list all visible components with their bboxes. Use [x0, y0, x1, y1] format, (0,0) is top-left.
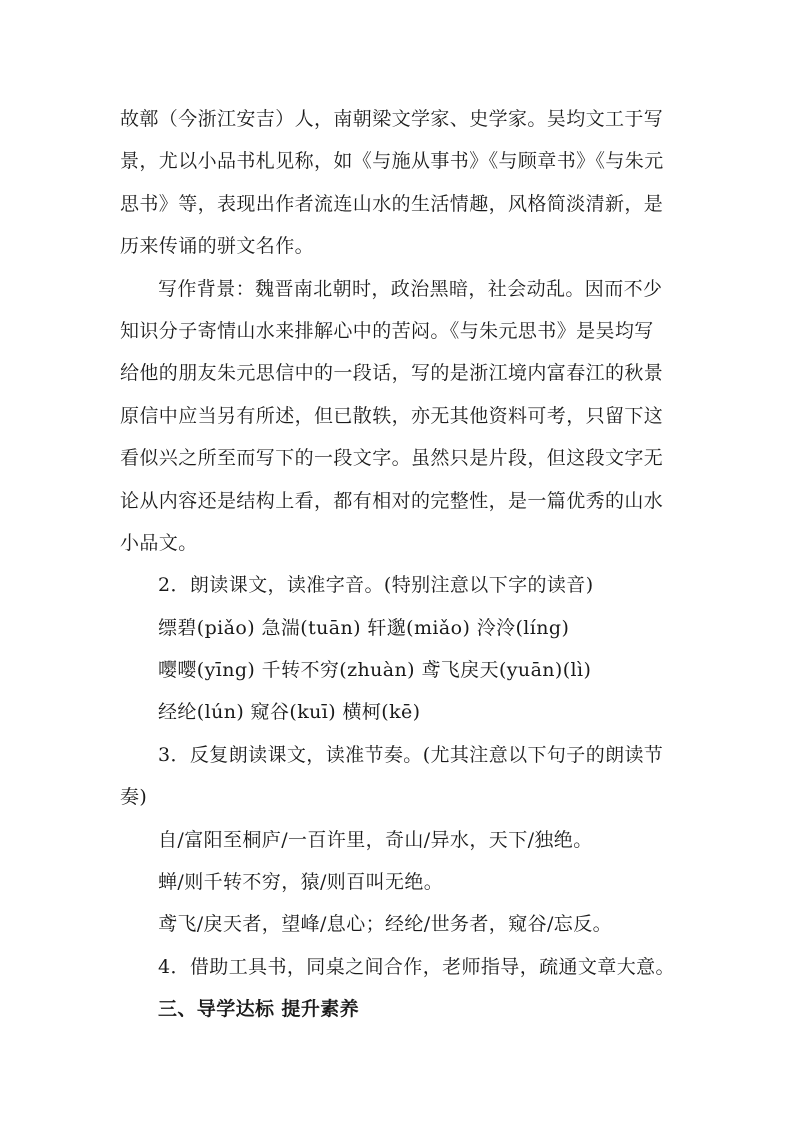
- document-page: [120, 98, 676, 1031]
- background-paragraph-line-6: 论从内容还是结构上看，都有相对的完整性，是一篇优秀的山水: [120, 489, 664, 512]
- task-2-title: 2．朗读课文，读准字音。(特别注意以下字的读音): [158, 574, 594, 597]
- bio-line-4: 历来传诵的骈文名作。: [120, 235, 315, 258]
- background-paragraph-line-4: 原信中应当另有所述，但已散轶，亦无其他资料可考，只留下这: [120, 404, 664, 427]
- rhythm-line-2: 蝉/则千转不穷，猿/则百叫无绝。: [158, 871, 444, 894]
- rhythm-line-1: 自/富阳至桐庐/一百许里，奇山/异水，天下/独绝。: [158, 828, 593, 851]
- pronunciation-line-1: 缥碧(piǎo) 急湍(tuān) 轩邈(miǎo) 泠泠(líng): [158, 616, 570, 639]
- pronunciation-line-3: 经纶(lún) 窥谷(kuī) 横柯(kē): [158, 701, 421, 724]
- task-3-title-cont: 奏): [120, 786, 148, 809]
- rhythm-line-3: 鸢飞/戾天者，望峰/息心；经纶/世务者，窥谷/忘反。: [158, 913, 613, 936]
- task-4-title: 4．借助工具书，同桌之间合作，老师指导，疏通文章大意。: [158, 955, 675, 978]
- background-paragraph-line-3: 给他的朋友朱元思信中的一段话，写的是浙江境内富春江的秋景: [120, 362, 664, 385]
- bio-line-3: 思书》等，表现出作者流连山水的生活情趣，风格简淡清新，是: [120, 192, 664, 215]
- section-3-heading: 三、导学达标 提升素养: [158, 998, 360, 1021]
- background-paragraph-line-2: 知识分子寄情山水来排解心中的苦闷。《与朱元思书》是吴均写: [120, 319, 654, 342]
- background-paragraph-line-7: 小品文。: [120, 531, 198, 554]
- task-3-title: 3．反复朗读课文，读准节奏。(尤其注意以下句子的朗读节: [158, 743, 664, 766]
- pronunciation-line-2: 嘤嘤(yīng) 千转不穷(zhuàn) 鸢飞戾天(yuān)(lì): [158, 659, 592, 682]
- bio-line-1: 故鄣（今浙江安吉）人，南朝梁文学家、史学家。吴均文工于写: [120, 108, 664, 130]
- background-paragraph-line-1: 写作背景：魏晋南北朝时，政治黑暗，社会动乱。因而不少: [158, 277, 663, 300]
- background-paragraph-line-5: 看似兴之所至而写下的一段文字。虽然只是片段，但这段文字无: [120, 447, 664, 470]
- bio-line-2: 景，尤以小品书札见称，如《与施从事书》《与顾章书》《与朱元: [120, 150, 664, 173]
